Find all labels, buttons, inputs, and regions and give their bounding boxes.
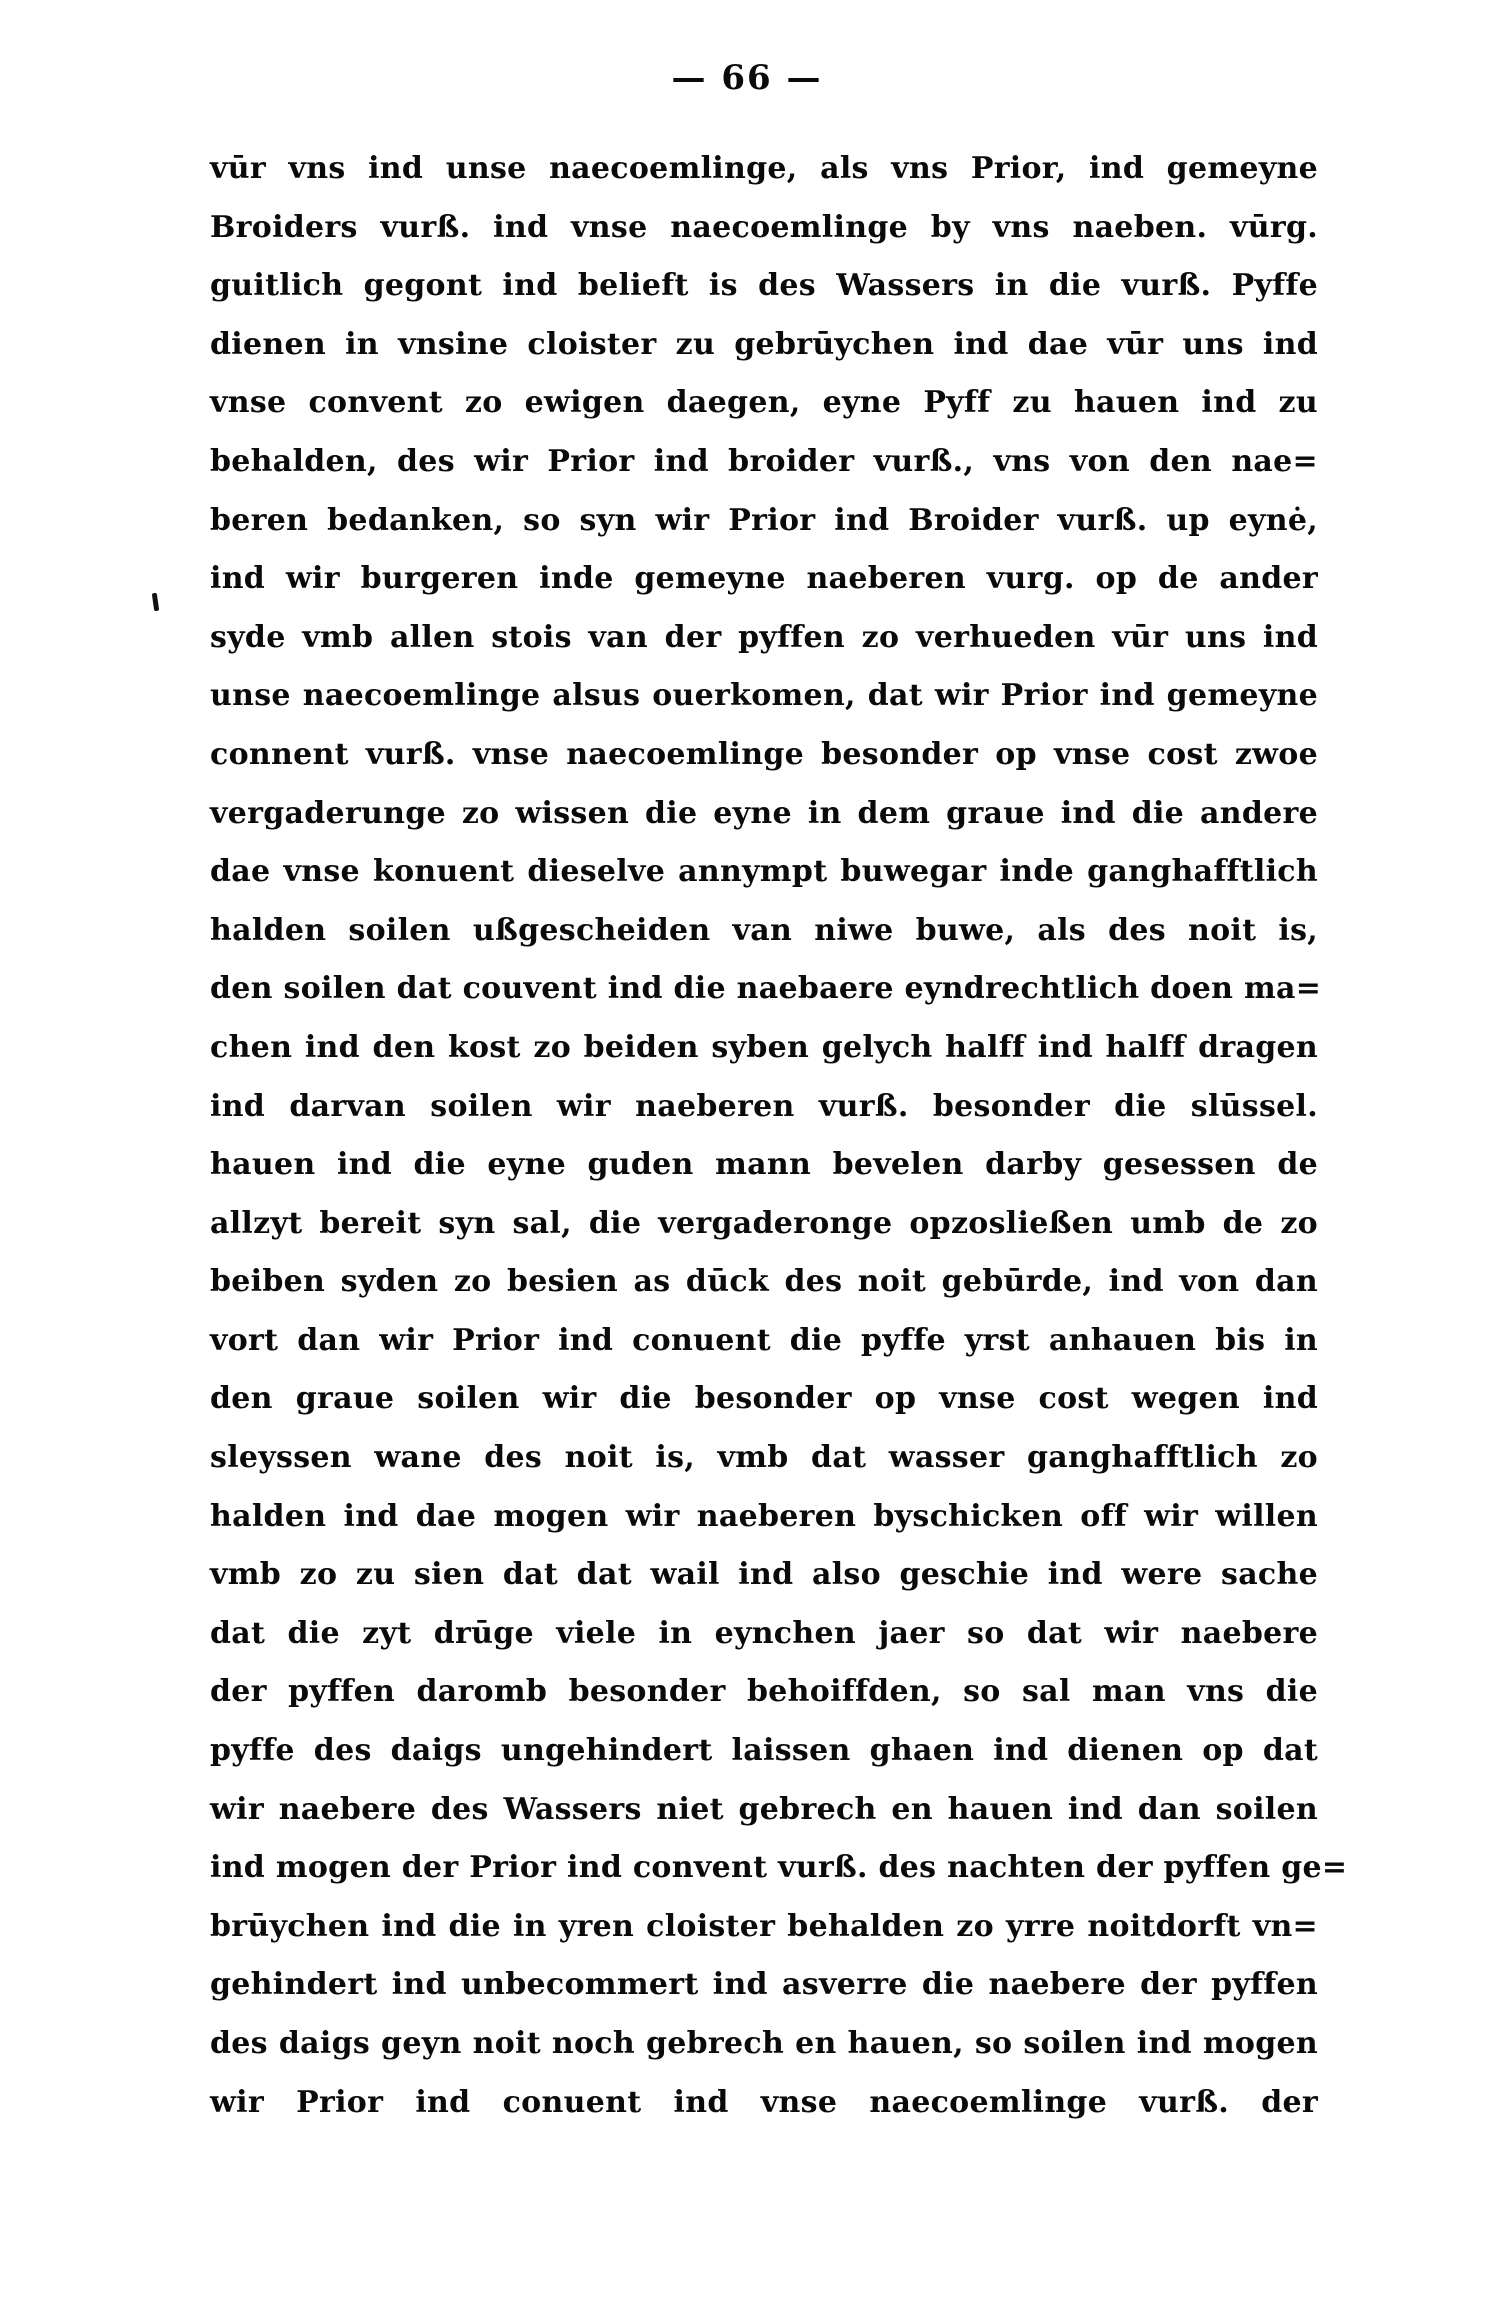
text-line: dat die zyt drūge viele in eynchen jaer so dat wir naebere [210, 1615, 1318, 1651]
text-line: unse naecoemlinge alsus ouerkomen, dat wir Prior ind gemeyne [210, 678, 1318, 714]
text-line: dae vnse konuent dieselve annympt buwegar inde ganghafftlich [210, 854, 1318, 890]
text-line: halden soilen ußgescheiden van niwe buwe, als des noit is, [210, 912, 1318, 948]
text-line: beiben syden zo besien as dūck des noit gebūrde, ind von dan [210, 1264, 1318, 1300]
text-line: vmb zo zu sien dat dat wail ind also geschie ind were sache [210, 1557, 1318, 1593]
text-line: connent vurß. vnse naecoemlinge besonder op vnse cost zwoe [210, 736, 1318, 772]
text-line: des daigs geyn noit noch gebrech en hauen, so soilen ind mogen [210, 2026, 1318, 2061]
text-line: den graue soilen wir die besonder op vnse cost wegen ind [210, 1381, 1318, 1417]
text-line: vūr vns ind unse naecoemlinge, als vns Prior, ind gemeyne [210, 151, 1318, 186]
text-line: vort dan wir Prior ind conuent die pyffe yrst anhauen bis in [210, 1322, 1318, 1358]
margin-mark [152, 593, 159, 612]
text-line: dienen in vnsine cloister zu gebrūychen ind dae vūr uns ind [210, 326, 1318, 362]
text-line: hauen ind die eyne guden mann bevelen darby gesessen de [210, 1147, 1318, 1183]
text-line: ind mogen der Prior ind convent vurß. des nachten der pyffen ge= [210, 1850, 1348, 1886]
text-line: beren bedanken, so syn wir Prior ind Broider vurß. up eynė, [210, 502, 1318, 538]
text-line: vnse convent zo ewigen daegen, eyne Pyff zu hauen ind zu [210, 385, 1318, 421]
text-line: vergaderunge zo wissen die eyne in dem graue ind die andere [210, 795, 1318, 831]
text-line: wir naebere des Wassers niet gebrech en hauen ind dan soilen [210, 1791, 1318, 1827]
text-line: behalden, des wir Prior ind broider vurß., vns von den nae= [210, 443, 1318, 479]
text-line: gehindert ind unbecommert ind asverre die naebere der pyffen [210, 1967, 1318, 2003]
text-line: syde vmb allen stois van der pyffen zo verhueden vūr uns ind [210, 619, 1318, 655]
body-text [210, 140, 1348, 2132]
text-line: guitlich gegont ind belieft is des Wassers in die vurß. Pyffe [210, 268, 1318, 304]
text-line: ind wir burgeren inde gemeyne naeberen vurg. op de ander [210, 561, 1318, 597]
text-line: den soilen dat couvent ind die naebaere eyndrechtlich doen ma= [210, 971, 1322, 1007]
text-line: brūychen ind die in yren cloister behalden zo yrre noitdorft vn= [210, 1908, 1318, 1944]
text-line: wir Prior ind conuent ind vnse naecoemlinge vurß. der [210, 2084, 1318, 2120]
text-line: pyffe des daigs ungehindert laissen ghaen ind dienen op dat [210, 1733, 1318, 1769]
text-line: der pyffen daromb besonder behoiffden, so sal man vns die [210, 1674, 1318, 1710]
text-line: ind darvan soilen wir naeberen vurß. besonder die slūssel. [210, 1088, 1318, 1124]
text-line: chen ind den kost zo beiden syben gelych halff ind halff dragen [210, 1029, 1318, 1065]
text-line: allzyt bereit syn sal, die vergaderonge opzosließen umb de zo [210, 1205, 1318, 1241]
text-line: sleyssen wane des noit is, vmb dat wasser ganghafftlich zo [210, 1440, 1318, 1476]
page-number: — 66 — [671, 58, 823, 98]
text-line: Broiders vurß. ind vnse naecoemlinge by vns naeben. vūrg. [210, 209, 1318, 245]
text-line: halden ind dae mogen wir naeberen byschicken off wir willen [210, 1498, 1318, 1534]
